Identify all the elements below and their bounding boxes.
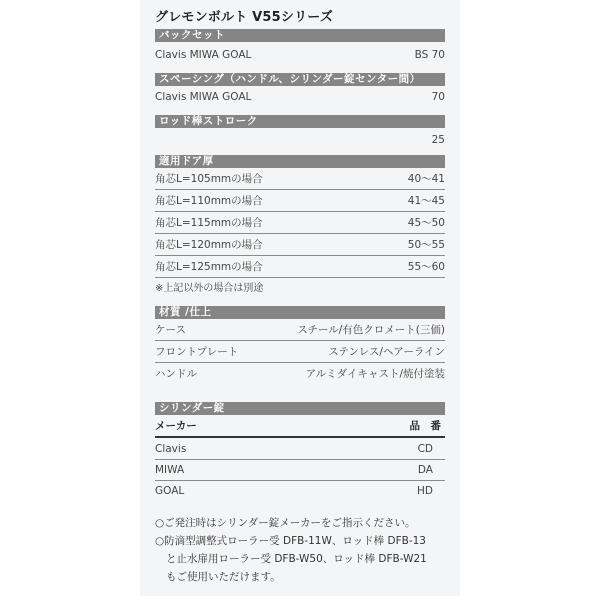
row-value: 55〜60 — [407, 261, 445, 273]
spec-panel — [140, 0, 460, 596]
row-label: ハンドル — [155, 368, 197, 380]
row-label: MIWA — [155, 464, 185, 476]
row-label: 角芯L=110mmの場合 — [155, 195, 263, 207]
section-header-rod-stroke: ロッド棒ストローク — [155, 115, 445, 128]
section-header-spacing: スペーシング（ハンドル、シリンダー錠センター間） — [155, 73, 445, 86]
table-header-row — [155, 416, 445, 438]
notes — [155, 514, 450, 586]
table-row — [155, 342, 445, 363]
row-label: フロントプレート — [155, 346, 239, 358]
table-row — [155, 87, 445, 107]
table-row — [155, 257, 445, 278]
table-row — [155, 364, 445, 384]
note-text: ※上記以外の場合は別途 — [155, 283, 264, 294]
row-value: 25 — [431, 134, 445, 146]
table-row — [155, 235, 445, 256]
section-header-material: 材質 /仕上 — [155, 306, 445, 319]
row-value: 70 — [431, 91, 445, 103]
section-header-cylinder: シリンダー錠 — [155, 402, 445, 415]
row-label: 角芯L=115mmの場合 — [155, 217, 263, 229]
row-value: スチール/有色クロメート(三価) — [297, 324, 445, 336]
section-header-door-thickness: 適用ドア厚 — [155, 155, 445, 168]
row-label: Clavis MIWA GOAL — [155, 49, 252, 61]
note-line: と止水扉用ローラー受 DFB-W50、ロッド棒 DFB-W21 — [166, 553, 427, 565]
row-value: DA — [417, 464, 433, 476]
row-label: GOAL — [155, 485, 185, 497]
row-label: 角芯L=125mmの場合 — [155, 261, 263, 273]
row-label: ケース — [155, 324, 186, 336]
table-row — [155, 213, 445, 234]
row-label: 角芯L=105mmの場合 — [155, 173, 263, 185]
table-row — [155, 439, 445, 460]
row-value: 41〜45 — [407, 195, 445, 207]
door-thickness-note — [155, 279, 445, 299]
column-header-maker: メーカー — [155, 420, 197, 432]
column-header-part-no: 品 番 — [409, 420, 441, 432]
row-value: HD — [417, 485, 433, 497]
section-header-backset: バックセット — [155, 29, 445, 42]
row-label: 角芯L=120mmの場合 — [155, 239, 263, 251]
table-row — [155, 45, 445, 65]
row-value: 45〜50 — [407, 217, 445, 229]
row-label: Clavis MIWA GOAL — [155, 91, 252, 103]
row-label: Clavis — [155, 443, 187, 455]
page-title: グレモンボルト V55シリーズ — [155, 10, 334, 25]
table-row — [155, 460, 445, 481]
row-value: 50〜55 — [407, 239, 445, 251]
row-value: アルミダイキャスト/焼付塗装 — [305, 368, 445, 380]
row-value: BS 70 — [414, 49, 445, 61]
note-line: ○ご発注時はシリンダー錠メーカーをご指示ください。 — [155, 517, 416, 529]
table-row — [155, 191, 445, 212]
row-value: ステンレス/ヘアーライン — [328, 346, 445, 358]
table-row — [155, 169, 445, 190]
note-line: もご使用いただけます。 — [166, 571, 281, 583]
table-row — [155, 481, 445, 501]
table-row — [155, 320, 445, 341]
row-value: 40〜41 — [407, 173, 445, 185]
table-row — [155, 130, 445, 150]
row-value: CD — [417, 443, 433, 455]
note-line: ○防滴型調整式ローラー受 DFB-11W、ロッド棒 DFB-13 — [155, 535, 426, 547]
